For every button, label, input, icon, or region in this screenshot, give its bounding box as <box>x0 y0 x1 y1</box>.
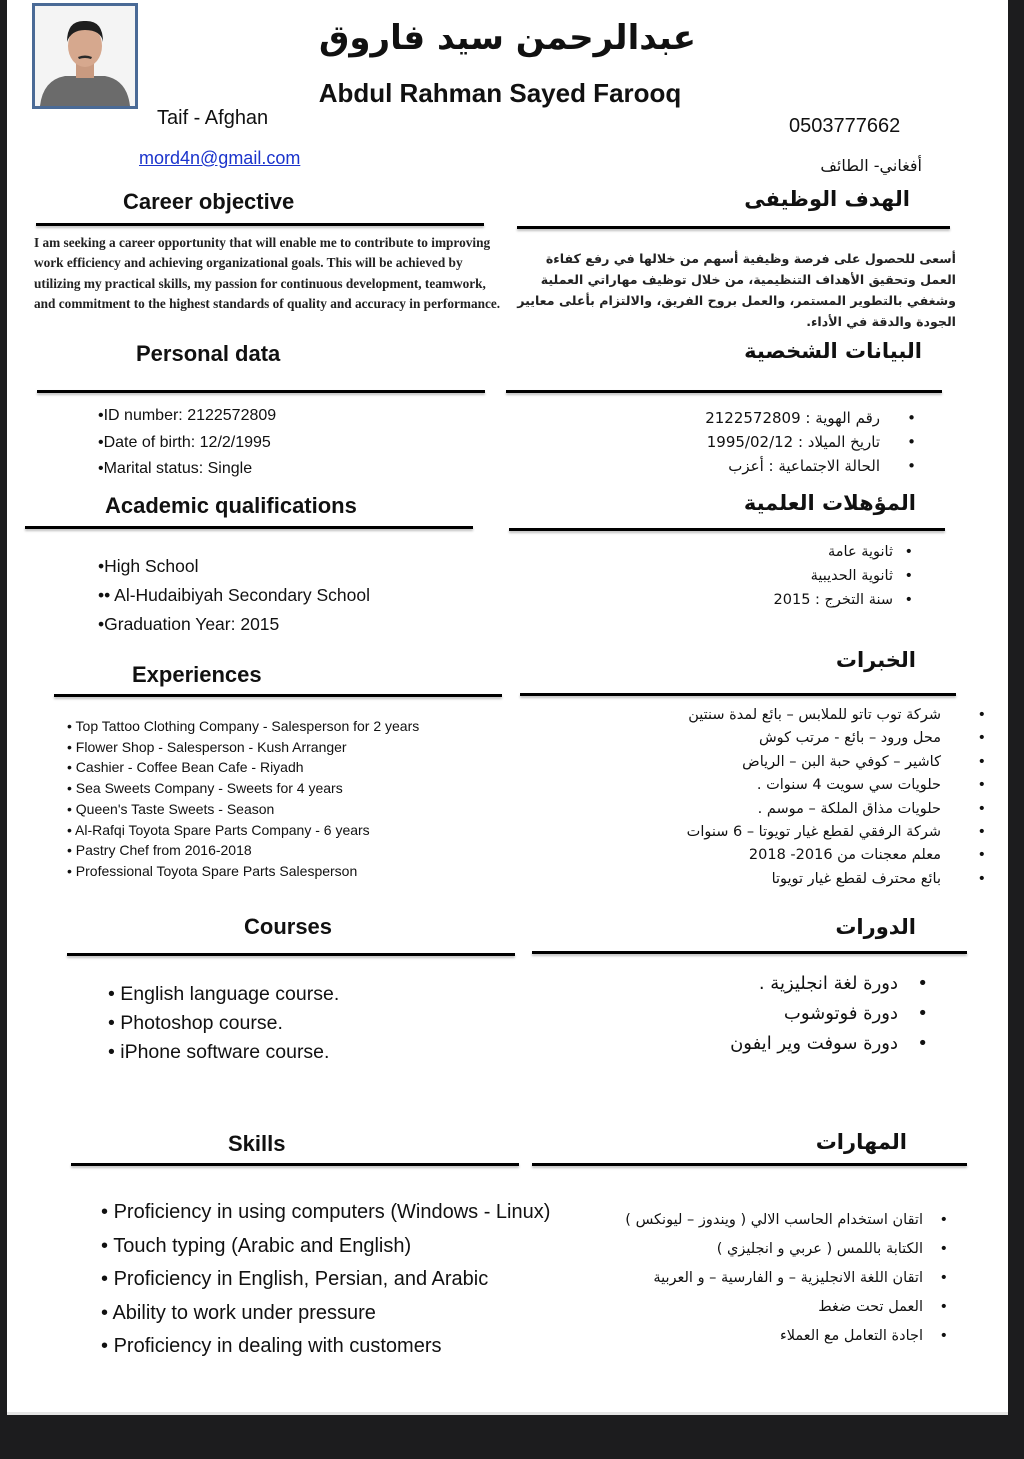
personal-data-list <box>98 403 276 483</box>
list-item: • بائع محترف لقطع غيار تويوتا <box>771 870 986 887</box>
list-item: • دورة سوفت وير ايفون <box>730 1033 928 1054</box>
list-item: • Al-Rafqi Toyota Spare Parts Company - 6 years <box>67 821 370 838</box>
academic-list-arabic <box>774 540 913 612</box>
list-item: •Marital status: Single <box>98 460 253 477</box>
list-item: • دورة لغة انجليزية . <box>758 973 928 994</box>
list-item: • تاريخ الميلاد : 1995/02/12 <box>706 433 916 451</box>
section-divider <box>37 390 485 393</box>
courses-list-arabic <box>730 969 928 1059</box>
list-item: • Proficiency in dealing with customers <box>101 1335 442 1357</box>
list-item: • شركة الرفقي لقطع غيار تويوتا – 6 سنوات <box>686 824 986 841</box>
list-item: • شركة توب تاتو للملابس – بائع لمدة سنتين <box>688 707 986 723</box>
resume-page <box>7 0 1008 1415</box>
list-item: • الكتابة باللمس ( عربي و انجليزي ) <box>716 1241 948 1257</box>
list-item: • ثانوية عامة <box>827 544 913 560</box>
page-bottom-edge <box>7 1412 1008 1415</box>
full-name-arabic: عبدالرحمن سيد فاروق <box>319 18 696 58</box>
list-item: • اتقان اللغة الانجليزية – و الفارسية – و العربية <box>653 1270 948 1286</box>
courses-heading-arabic: الدورات <box>835 915 916 939</box>
list-item: • Top Tattoo Clothing Company - Salesperson for 2 years <box>67 718 420 734</box>
courses-list <box>108 980 339 1067</box>
list-item: • العمل تحت ضغط <box>818 1299 948 1315</box>
skills-heading-arabic: المهارات <box>815 1130 907 1154</box>
section-divider <box>54 694 502 697</box>
list-item: • English language course. <box>108 983 340 1005</box>
list-item: • iPhone software course. <box>108 1041 330 1063</box>
section-divider <box>71 1163 519 1166</box>
skills-heading: Skills <box>228 1131 286 1156</box>
list-item: • حلويات سي سويت 4 سنوات . <box>756 777 986 794</box>
skills-list-arabic <box>625 1206 948 1351</box>
location-arabic: أفغاني- الطائف <box>820 156 922 175</box>
career-objective-text-arabic: أسعى للحصول على فرصة وظيفية أسهم من خلالها في رفع كفاءة العمل وتحقيق الأهداف التنظيمية، من خلال توظيف مهاراتي العملية وشغفي بالتطوير المستمر، والعمل بروح الفريق، والالتزام بأعلى معايير الجودة والدقة في الأداء. <box>517 251 956 329</box>
list-item: • كاشير – كوفي حبة البن – الرياض <box>742 753 986 770</box>
list-item: • Proficiency in using computers (Windows - Linux) <box>101 1201 551 1223</box>
list-item: • معلم معجنات من 2016- 2018 <box>748 847 986 864</box>
list-item: • ثانوية الحديبية <box>810 568 913 584</box>
section-divider <box>520 693 956 696</box>
list-item: • محل ورود – بائع - مرتب كوش <box>758 730 986 747</box>
academic-heading-arabic: المؤهلات العلمية <box>743 491 916 515</box>
list-item: • رقم الهوية : 2122572809 <box>705 409 916 427</box>
list-item: • Flower Shop - Salesperson - Kush Arranger <box>67 738 347 755</box>
list-item: • حلويات مذاق الملكة – موسم . <box>757 800 986 817</box>
list-item: • Touch typing (Arabic and English) <box>101 1234 412 1257</box>
list-item: •High School <box>98 556 199 576</box>
list-item: • Queen's Taste Sweets - Season <box>67 800 275 817</box>
list-item: • اتقان استخدام الحاسب الالي ( ويندوز – ليونكس ) <box>625 1212 948 1228</box>
phone-number: 0503777662 <box>789 115 901 137</box>
list-item: • Ability to work under pressure <box>101 1301 376 1324</box>
academic-list <box>98 552 370 639</box>
experiences-heading: Experiences <box>132 662 262 687</box>
section-divider <box>532 1163 967 1166</box>
section-divider <box>67 953 515 956</box>
personal-data-heading: Personal data <box>136 341 281 366</box>
section-divider <box>517 226 950 229</box>
section-divider <box>509 528 945 531</box>
full-name-english: Abdul Rahman Sayed Farooq <box>318 78 682 108</box>
list-item: • اجادة التعامل مع العملاء <box>779 1328 948 1344</box>
career-objective-heading-arabic: الهدف الوظيفى <box>744 187 910 211</box>
career-objective-heading: Career objective <box>123 189 295 214</box>
section-divider <box>25 526 473 529</box>
section-divider <box>506 390 942 393</box>
location-english: Taif - Afghan <box>157 107 269 129</box>
list-item: •ID number: 2122572809 <box>98 407 277 424</box>
list-item: • Professional Toyota Spare Parts Salesperson <box>67 862 358 879</box>
list-item: •• Al-Hudaibiyah Secondary School <box>98 585 370 605</box>
list-item: • الحالة الاجتماعية : أعزب <box>728 457 916 475</box>
career-objective-text: I am seeking a career opportunity that will enable me to contribute to improving work efficiency and achieving organizational goals. This will be achieved by utilizing my practical skills, my passion for continuous development, teamwork, and commitment to the highest standards of quality and accuracy in performance. <box>34 235 501 312</box>
personal-data-heading-arabic: البيانات الشخصية <box>744 339 922 363</box>
list-item: •Date of birth: 12/2/1995 <box>98 433 271 451</box>
experiences-list-arabic <box>687 704 986 891</box>
list-item: • سنة التخرج : 2015 <box>773 592 913 608</box>
section-divider <box>532 951 967 954</box>
list-item: • Pastry Chef from 2016-2018 <box>67 842 252 859</box>
list-item: • Photoshop course. <box>108 1012 283 1034</box>
list-item: • Cashier - Coffee Bean Cafe - Riyadh <box>67 759 304 776</box>
experiences-list <box>67 716 419 882</box>
experiences-heading-arabic: الخبرات <box>835 648 916 672</box>
courses-heading: Courses <box>244 914 333 939</box>
list-item: • Proficiency in English, Persian, and Arabic <box>101 1268 489 1290</box>
email-link[interactable]: mord4n@gmail.com <box>139 148 301 168</box>
academic-heading: Academic qualifications <box>105 493 357 518</box>
list-item: •Graduation Year: 2015 <box>98 614 280 634</box>
list-item: • دورة فوتوشوب <box>783 1003 928 1024</box>
personal-data-list-arabic <box>705 406 916 478</box>
skills-list <box>101 1196 550 1364</box>
list-item: • Sea Sweets Company - Sweets for 4 years <box>67 780 343 797</box>
section-divider <box>36 223 484 226</box>
